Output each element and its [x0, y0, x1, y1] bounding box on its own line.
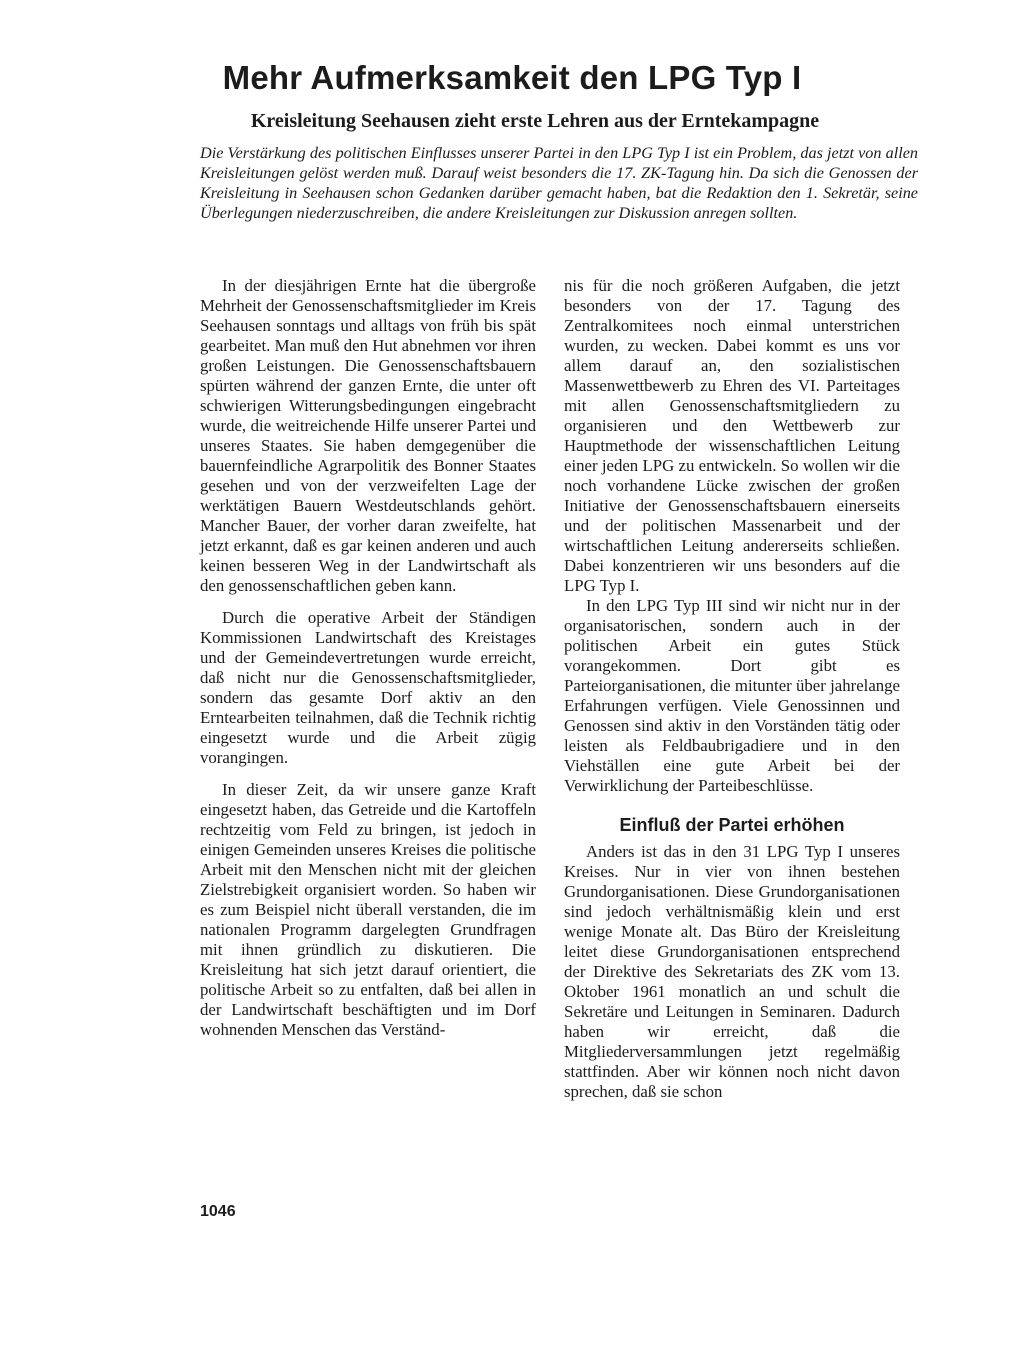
page-number: 1046	[200, 1203, 236, 1220]
article-intro: Die Verstärkung des politischen Einflusses unserer Partei in den LPG Typ I ist ein Problem, das jetzt von allen Kreisleitungen gelöst werden muß. Darauf weist besonders die 17. ZK-Tagung hin. Da sich die Genossen der Kreisleitung in Seehausen schon Gedanken darüber gemacht haben, bat die Redaktion den 1. Sekretär, seine Überlegungen niederzuschreiben, die andere Kreisleitungen zur Diskussion anregen sollten.	[200, 144, 918, 222]
right-column	[564, 276, 900, 1102]
article-title: Mehr Aufmerksamkeit den LPG Typ I	[222, 59, 802, 96]
left-column	[200, 276, 536, 1040]
section-heading: Einfluß der Partei erhöhen	[619, 815, 845, 835]
body-paragraph: In dieser Zeit, da wir unsere ganze Kraft eingesetzt haben, das Getreide und die Kartoffeln rechtzeitig vom Feld zu bringen, ist jedoch in einigen Gemeinden unseres Kreises die politische Arbeit mit den Menschen nicht mit der gleichen Zielstrebigkeit organisiert worden. So haben wir es zum Beispiel nicht überall verstanden, die im nationalen Programm dargelegten Grundfragen mit ihnen gründlich zu diskutieren. Die Kreisleitung hat sich jetzt darauf orientiert, die politische Arbeit so zu entfalten, daß bei allen in der Landwirtschaft beschäftigten und im Dorf wohnenden Menschen das Verständ-	[200, 780, 536, 1039]
article-subtitle: Kreisleitung Seehausen zieht erste Lehren aus der Erntekampagne	[250, 110, 820, 132]
body-paragraph: In der diesjährigen Ernte hat die übergroße Mehrheit der Genossenschaftsmitglieder im Kreis Seehausen sonntags und alltags von früh bis spät gearbeitet. Man muß den Hut abnehmen vor ihren großen Leistungen. Die Genossenschaftsbauern spürten während der ganzen Ernte, die unter oft schwierigen Witterungsbedingungen eingebracht wurde, die weitreichende Hilfe unserer Partei und unseres Staates. Sie haben demgegenüber die bauernfeindliche Agrarpolitik des Bonner Staates gesehen und von der verzweifelten Lage der werktätigen Bauern Westdeutschlands gehört. Mancher Bauer, der vorher daran zweifelte, hat jetzt erkannt, daß es gar keinen anderen und auch keinen besseren Weg in der Landwirtschaft als den genossenschaftlichen geben kann.	[200, 276, 536, 595]
body-paragraph-continued: nis für die noch größeren Aufgaben, die jetzt besonders von der 17. Tagung des Zentralkomitees noch einmal unterstrichen wurden, zu wecken. Dabei kommt es uns vor allem darauf an, den sozialistischen Massenwettbewerb zu Ehren des VI. Parteitages mit allen Genossenschaftsmitgliedern zu organisieren und den Wettbewerb zur Hauptmethode der wissenschaftlichen Leitung einer jeden LPG zu entwickeln. So wollen wir die noch vorhandene Lücke zwischen der großen Initiative der Genossenschaftsbauern einerseits und der politischen Massenarbeit und der wirtschaftlichen Leitung andererseits schließen. Dabei konzentrieren wir uns besonders auf die LPG Typ I.	[564, 276, 900, 595]
body-paragraph: Durch die operative Arbeit der Ständigen Kommissionen Landwirtschaft des Kreistages und der Gemeindevertretungen wurde erreicht, daß nicht nur die Genossenschaftsmitglieder, sondern das gesamte Dorf aktiv an den Erntearbeiten teilnahmen, daß die Technik richtig eingesetzt wurde und die Arbeit zügig vorangingen.	[200, 608, 536, 767]
body-paragraph: Anders ist das in den 31 LPG Typ I unseres Kreises. Nur in vier von ihnen bestehen Grundorganisationen. Diese Grundorganisationen sind jedoch verhältnismäßig klein und erst wenige Monate alt. Das Büro der Kreisleitung leitet diese Grundorganisationen entsprechend der Direktive des Sekretariats des ZK vom 13. Oktober 1961 monatlich an und schult die Sekretäre und Leitungen in Seminaren. Dadurch haben wir erreicht, daß die Mitgliederversammlungen jetzt regelmäßig stattfinden. Aber wir können noch nicht davon sprechen, daß sie schon	[564, 842, 900, 1101]
body-paragraph: In den LPG Typ III sind wir nicht nur in der organisatorischen, sondern auch in der politischen Arbeit ein gutes Stück vorangekommen. Dort gibt es Parteiorganisationen, die mitunter über jahrelange Erfahrungen verfügen. Viele Genossinnen und Genossen sind aktiv in den Vorständen tätig oder leisten als Feldbaubrigadiere und in den Viehställen eine gute Arbeit bei der Verwirklichung der Parteibeschlüsse.	[564, 596, 900, 795]
